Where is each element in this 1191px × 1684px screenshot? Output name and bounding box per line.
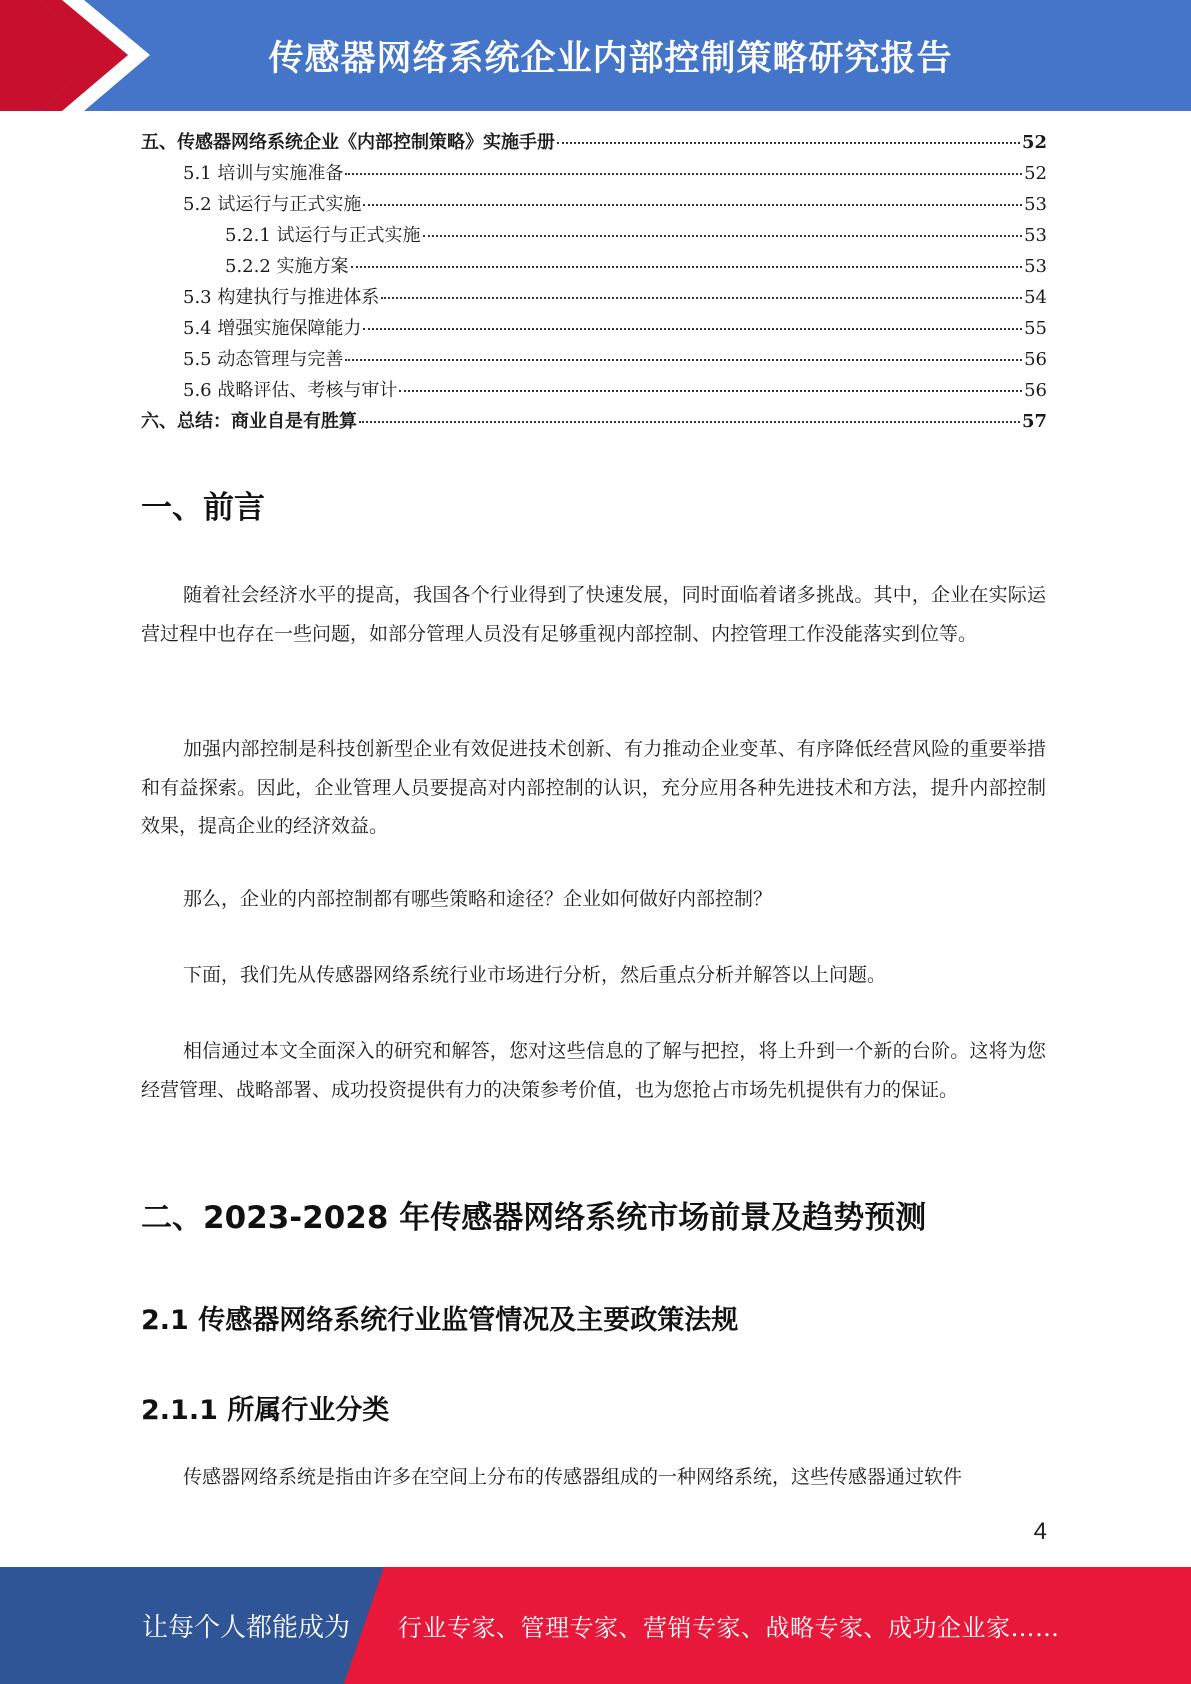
section-heading-preface: 一、前言	[141, 490, 265, 526]
toc-entry[interactable]	[141, 283, 1047, 314]
toc-page: 53	[1024, 194, 1047, 215]
body-paragraph: 下面，我们先从传感器网络系统行业市场进行分析，然后重点分析并解答以上问题。	[183, 964, 887, 986]
toc-entry[interactable]	[141, 376, 1047, 407]
toc-leader	[399, 390, 1022, 392]
toc-leader	[363, 328, 1022, 330]
toc-leader	[345, 173, 1022, 175]
footer-slogan-left: 让每个人都能成为	[142, 1613, 351, 1643]
toc-label: 5.2.1 试运行与正式实施	[225, 225, 421, 246]
section-heading-forecast: 二、2023-2028 年传感器网络系统市场前景及趋势预测	[141, 1200, 927, 1236]
subsubsection-heading: 2.1.1 所属行业分类	[141, 1395, 390, 1426]
toc-leader	[381, 297, 1022, 299]
table-of-contents	[141, 128, 1047, 438]
page-footer	[0, 1567, 1191, 1684]
body-paragraph: 加强内部控制是科技创新型企业有效促进技术创新、有力推动企业变革、有序降低经营风险的重要举措和有益探索。因此，企业管理人员要提高对内部控制的认识，充分应用各种先进技术和方法，提升内部控制效果，提高企业的经济效益。	[141, 738, 1046, 837]
toc-leader	[345, 359, 1022, 361]
toc-label: 5.2.2 实施方案	[225, 256, 349, 277]
toc-entry[interactable]	[141, 314, 1047, 345]
toc-page: 57	[1021, 411, 1047, 432]
toc-entry[interactable]	[141, 221, 1047, 252]
toc-leader	[359, 421, 1020, 423]
body-paragraph: 相信通过本文全面深入的研究和解答，您对这些信息的了解与把控，将上升到一个新的台阶。这将为您经营管理、战略部署、成功投资提供有力的决策参考价值，也为您抢占市场先机提供有力的保证。	[141, 1040, 1046, 1101]
page-number: 4	[1033, 1518, 1047, 1545]
toc-leader	[557, 142, 1020, 144]
toc-entry[interactable]	[141, 159, 1047, 190]
body-paragraph: 传感器网络系统是指由许多在空间上分布的传感器组成的一种网络系统，这些传感器通过软件	[183, 1466, 963, 1488]
toc-page: 53	[1024, 256, 1047, 277]
toc-page: 56	[1024, 349, 1047, 370]
toc-page: 55	[1024, 318, 1047, 339]
toc-leader	[423, 235, 1023, 237]
toc-leader	[351, 266, 1023, 268]
toc-entry[interactable]	[141, 407, 1047, 438]
subsection-heading: 2.1 传感器网络系统行业监管情况及主要政策法规	[141, 1305, 739, 1336]
report-title: 传感器网络系统企业内部控制策略研究报告	[268, 38, 953, 79]
toc-page: 54	[1024, 287, 1047, 308]
page-header	[0, 0, 1191, 111]
toc-label: 五、传感器网络系统企业《内部控制策略》实施手册	[141, 132, 555, 153]
footer-slogan-right: 行业专家、管理专家、营销专家、战略专家、成功企业家……	[398, 1614, 1060, 1642]
toc-label: 六、总结：商业自是有胜算	[141, 411, 357, 432]
toc-label: 5.3 构建执行与推进体系	[183, 287, 380, 308]
toc-label: 5.2 试运行与正式实施	[183, 194, 362, 215]
toc-label: 5.5 动态管理与完善	[183, 349, 344, 370]
toc-entry[interactable]	[141, 128, 1047, 159]
toc-label: 5.1 培训与实施准备	[183, 163, 344, 184]
toc-entry[interactable]	[141, 252, 1047, 283]
body-paragraph: 那么，企业的内部控制都有哪些策略和途径？企业如何做好内部控制？	[183, 888, 773, 910]
toc-page: 56	[1024, 380, 1047, 401]
toc-entry[interactable]	[141, 345, 1047, 376]
toc-label: 5.4 增强实施保障能力	[183, 318, 362, 339]
toc-entry[interactable]	[141, 190, 1047, 221]
toc-page: 52	[1024, 163, 1047, 184]
toc-label: 5.6 战略评估、考核与审计	[183, 380, 398, 401]
toc-leader	[363, 204, 1022, 206]
body-paragraph: 随着社会经济水平的提高，我国各个行业得到了快速发展，同时面临着诸多挑战。其中，企业在实际运营过程中也存在一些问题，如部分管理人员没有足够重视内部控制、内控管理工作没能落实到位等。	[141, 584, 1046, 645]
toc-page: 52	[1021, 132, 1047, 153]
toc-page: 53	[1024, 225, 1047, 246]
